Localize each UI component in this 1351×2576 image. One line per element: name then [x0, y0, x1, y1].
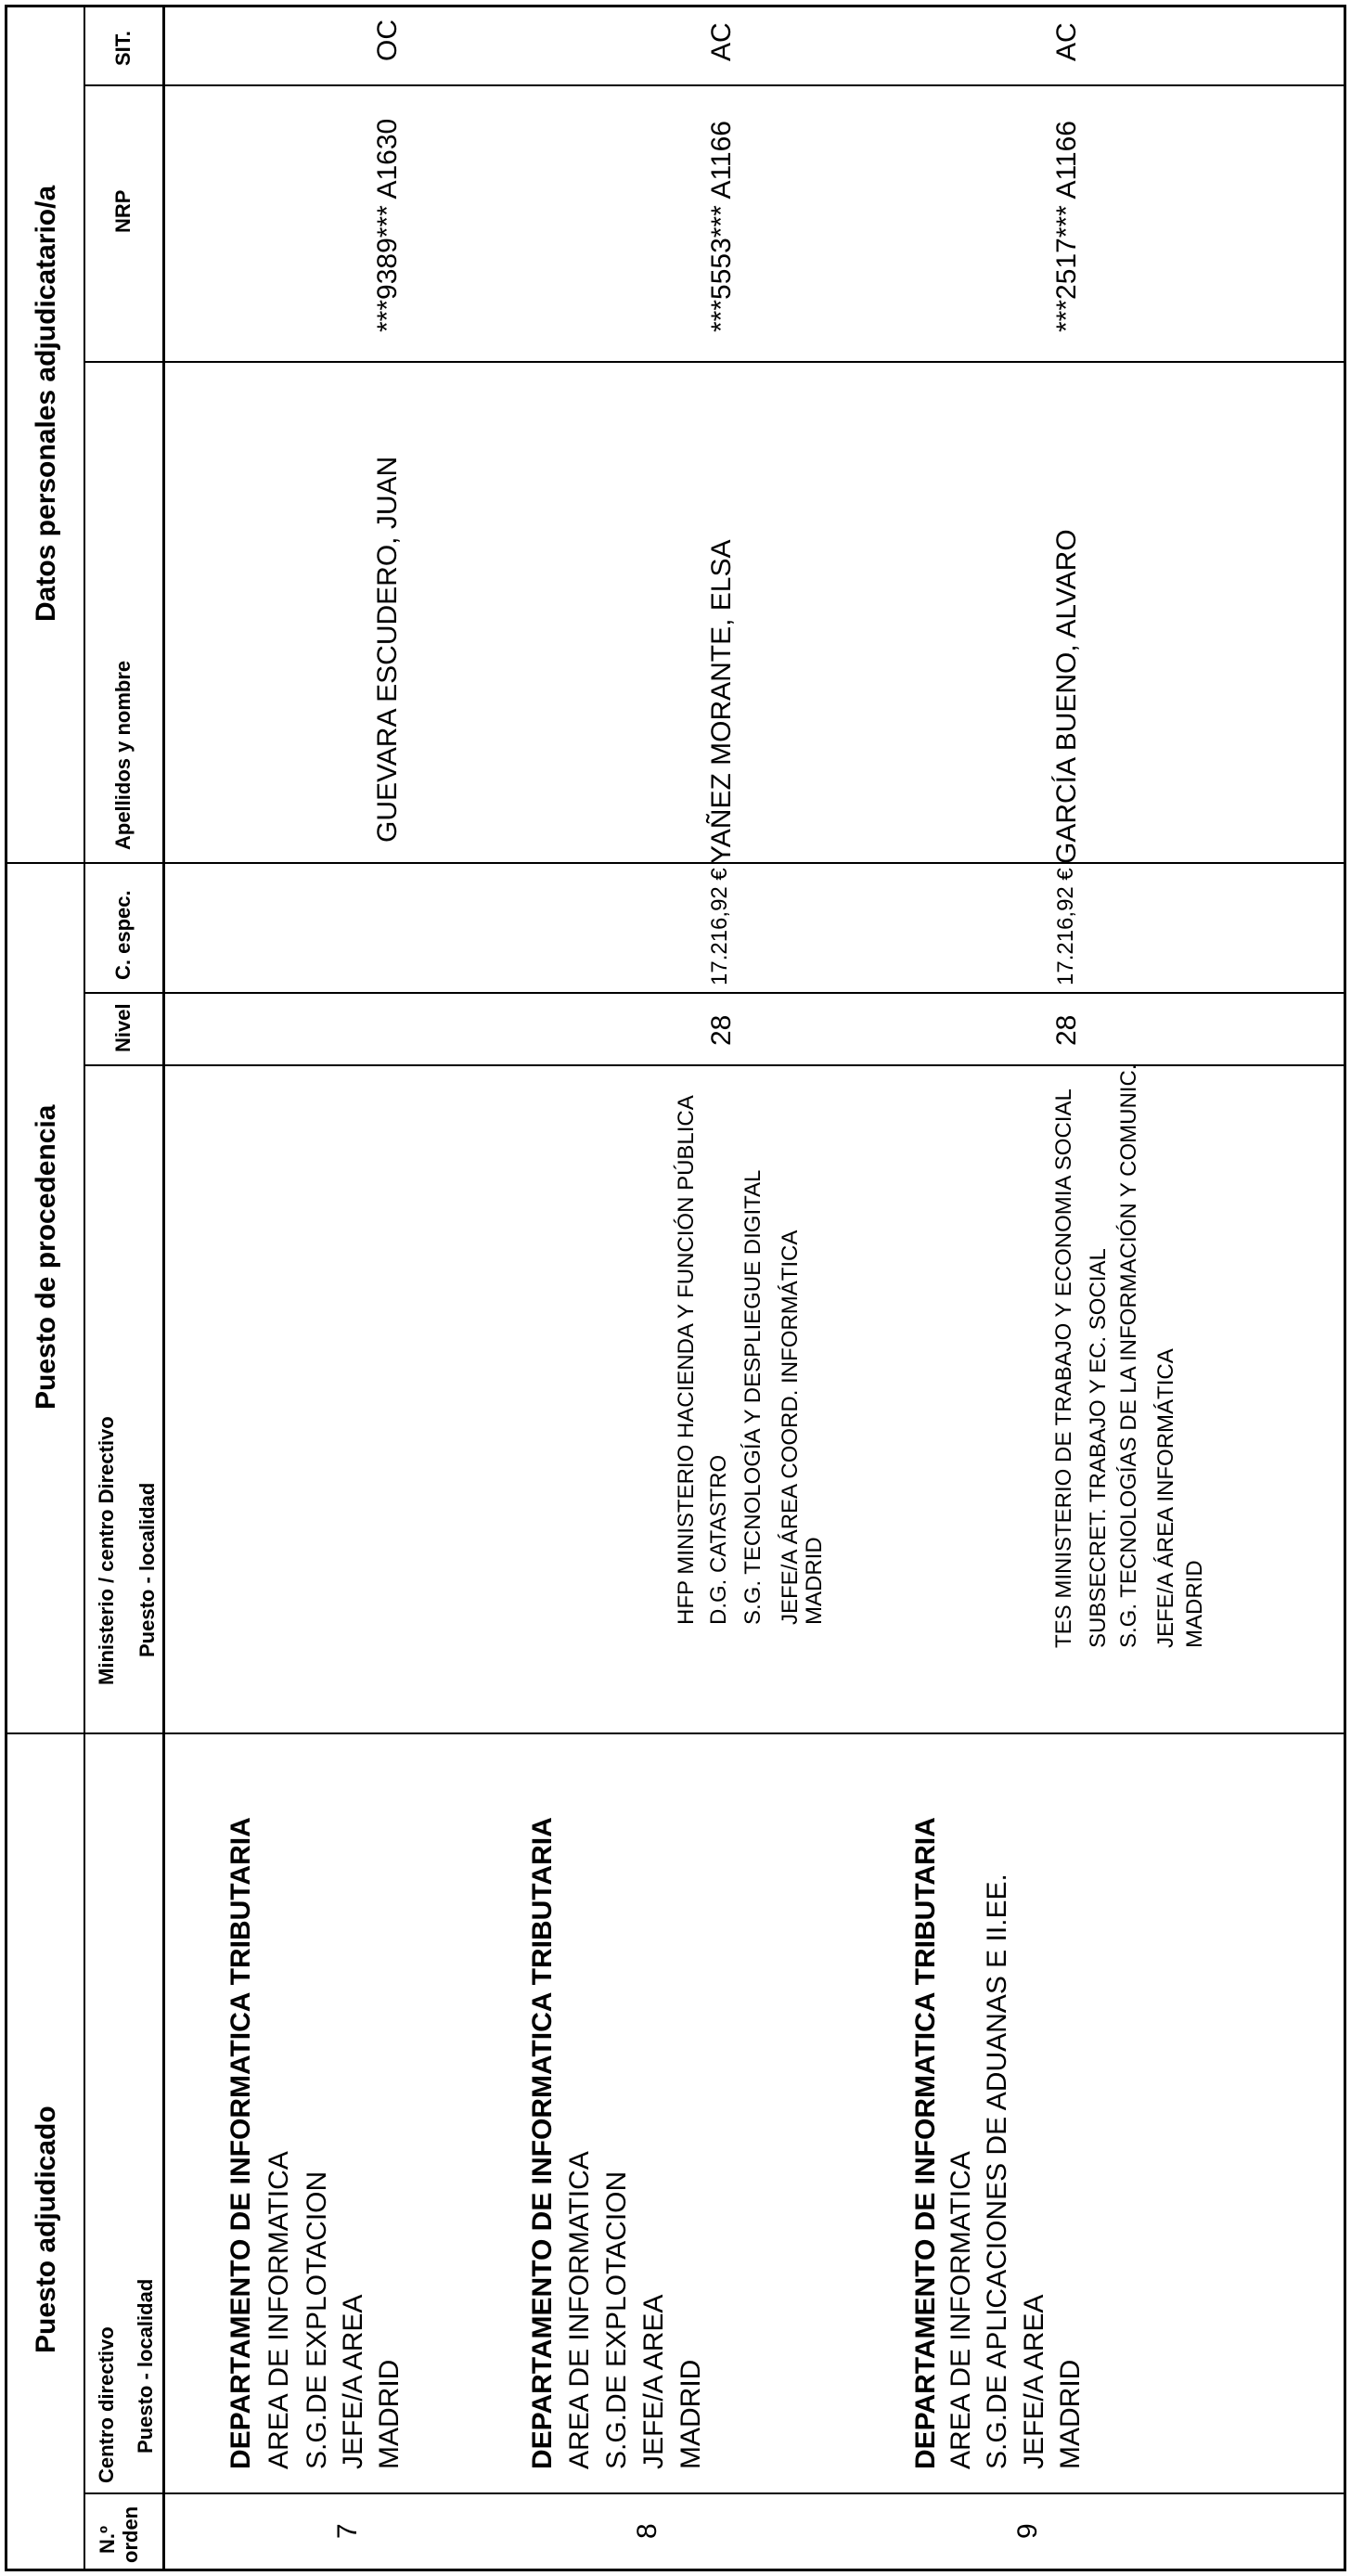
- row-7-adjudicado-line5: MADRID: [374, 2359, 405, 2469]
- row-8-procedencia-line4: JEFE/A ÁREA COORD. INFORMÁTICA: [778, 1230, 803, 1625]
- line-below-group-header: [84, 5, 85, 2571]
- row-9-nrp: ***2517*** A1166: [1051, 121, 1082, 332]
- header-orden-line2: orden: [119, 2505, 142, 2563]
- row-9-nombre: GARCÍA BUENO, ALVARO: [1051, 529, 1082, 864]
- row-9-orden: 9: [1012, 2523, 1043, 2539]
- header-sit: SIT.: [111, 31, 135, 66]
- row-9-adjudicado-line5: MADRID: [1055, 2359, 1086, 2469]
- line-orden-centro: [84, 2492, 1346, 2494]
- row-8-orden: 8: [632, 2523, 663, 2539]
- row-9-procedencia-line1: TES MINISTERIO DE TRABAJO Y ECONOMIA SOCIAL: [1051, 1088, 1076, 1648]
- line-nombre-nrp: [84, 361, 1346, 363]
- border-left: [5, 2569, 1346, 2571]
- row-8-nombre: YAÑEZ MORANTE, ELSA: [706, 539, 737, 864]
- row-8-procedencia-line5: MADRID: [802, 1537, 827, 1625]
- header-puesto-localidad: Puesto - localidad: [134, 2278, 157, 2454]
- border-right: [5, 5, 1346, 7]
- header-centro-directivo: Centro directivo: [95, 2326, 118, 2483]
- row-7-sit: OC: [372, 19, 403, 61]
- row-7-orden: 7: [332, 2523, 363, 2539]
- row-9-adjudicado-line1: DEPARTAMENTO DE INFORMATICA TRIBUTARIA: [910, 1817, 941, 2469]
- row-8-procedencia-line1: HFP MINISTERIO HACIENDA Y FUNCIÓN PÚBLICA: [674, 1095, 699, 1625]
- header-puesto-localidad-2: Puesto - localidad: [135, 1482, 159, 1657]
- row-9-adjudicado-line2: AREA DE INFORMATICA: [946, 2151, 976, 2469]
- header-ministerio-centro: Ministerio / centro Directivo: [95, 1416, 118, 1685]
- row-9-procedencia-line3: S.G. TECNOLOGÍAS DE LA INFORMACIÓN Y COMUNIC.: [1116, 1063, 1141, 1648]
- header-datos-personales: Datos personales adjudicatario/a: [31, 185, 61, 622]
- row-7-adjudicado-line3: S.G.DE EXPLOTACION: [302, 2170, 332, 2469]
- row-7-adjudicado-line4: JEFE/A AREA: [338, 2294, 368, 2469]
- line-ministerio-nivel: [84, 1064, 1346, 1066]
- border-top: [5, 5, 7, 2571]
- row-7-adjudicado-line1: DEPARTAMENTO DE INFORMATICA TRIBUTARIA: [225, 1817, 256, 2469]
- row-9-sit: AC: [1051, 22, 1082, 61]
- row-9-adjudicado-line3: S.G.DE APLICACIONES DE ADUANAS E II.EE.: [982, 1874, 1012, 2469]
- border-bottom: [1344, 5, 1346, 2571]
- row-8-adjudicado-line1: DEPARTAMENTO DE INFORMATICA TRIBUTARIA: [527, 1817, 558, 2469]
- row-9-nivel: 28: [1051, 1014, 1082, 1046]
- row-7-nombre: GUEVARA ESCUDERO, JUAN: [372, 456, 403, 843]
- line-nrp-sit: [84, 84, 1346, 86]
- line-group-procedencia-personales: [5, 862, 1346, 864]
- header-nivel: Nivel: [111, 1003, 135, 1052]
- header-apellidos-nombre: Apellidos y nombre: [111, 660, 135, 850]
- row-8-procedencia-line2: D.G. CATASTRO: [706, 1454, 731, 1625]
- row-9-procedencia-line4: JEFE/A ÁREA INFORMÁTICA: [1153, 1348, 1178, 1648]
- row-7-nrp: ***9389*** A1630: [372, 118, 403, 332]
- row-8-nrp: ***5553*** A1166: [706, 121, 737, 332]
- header-c-espec: C. espec.: [111, 890, 135, 980]
- header-nrp: NRP: [111, 189, 135, 233]
- row-9-procedencia-line5: MADRID: [1182, 1560, 1207, 1648]
- row-8-procedencia-line3: S.G. TECNOLOGÍA Y DESPLIEGUE DIGITAL: [740, 1169, 766, 1625]
- row-8-adjudicado-line5: MADRID: [676, 2359, 706, 2469]
- row-8-c-espec: 17.216,92 €: [707, 868, 732, 985]
- header-orden-line1: N.º: [96, 2525, 119, 2554]
- line-nivel-cespec: [84, 992, 1346, 994]
- header-puesto-adjudicado: Puesto adjudicado: [31, 2106, 61, 2353]
- line-group-adjudicado-procedencia: [5, 1732, 1346, 1734]
- row-8-adjudicado-line4: JEFE/A AREA: [638, 2294, 669, 2469]
- line-below-sub-header: [162, 5, 165, 2571]
- row-8-adjudicado-line2: AREA DE INFORMATICA: [564, 2151, 595, 2469]
- header-puesto-procedencia: Puesto de procedencia: [31, 1104, 61, 1410]
- row-9-c-espec: 17.216,92 €: [1053, 868, 1078, 985]
- row-8-nivel: 28: [706, 1014, 737, 1046]
- row-9-procedencia-line2: SUBSECRET. TRABAJO Y EC. SOCIAL: [1086, 1248, 1111, 1648]
- row-9-adjudicado-line4: JEFE/A AREA: [1019, 2294, 1049, 2469]
- row-8-adjudicado-line3: S.G.DE EXPLOTACION: [601, 2170, 632, 2469]
- row-7-adjudicado-line2: AREA DE INFORMATICA: [264, 2151, 294, 2469]
- row-8-sit: AC: [706, 22, 737, 61]
